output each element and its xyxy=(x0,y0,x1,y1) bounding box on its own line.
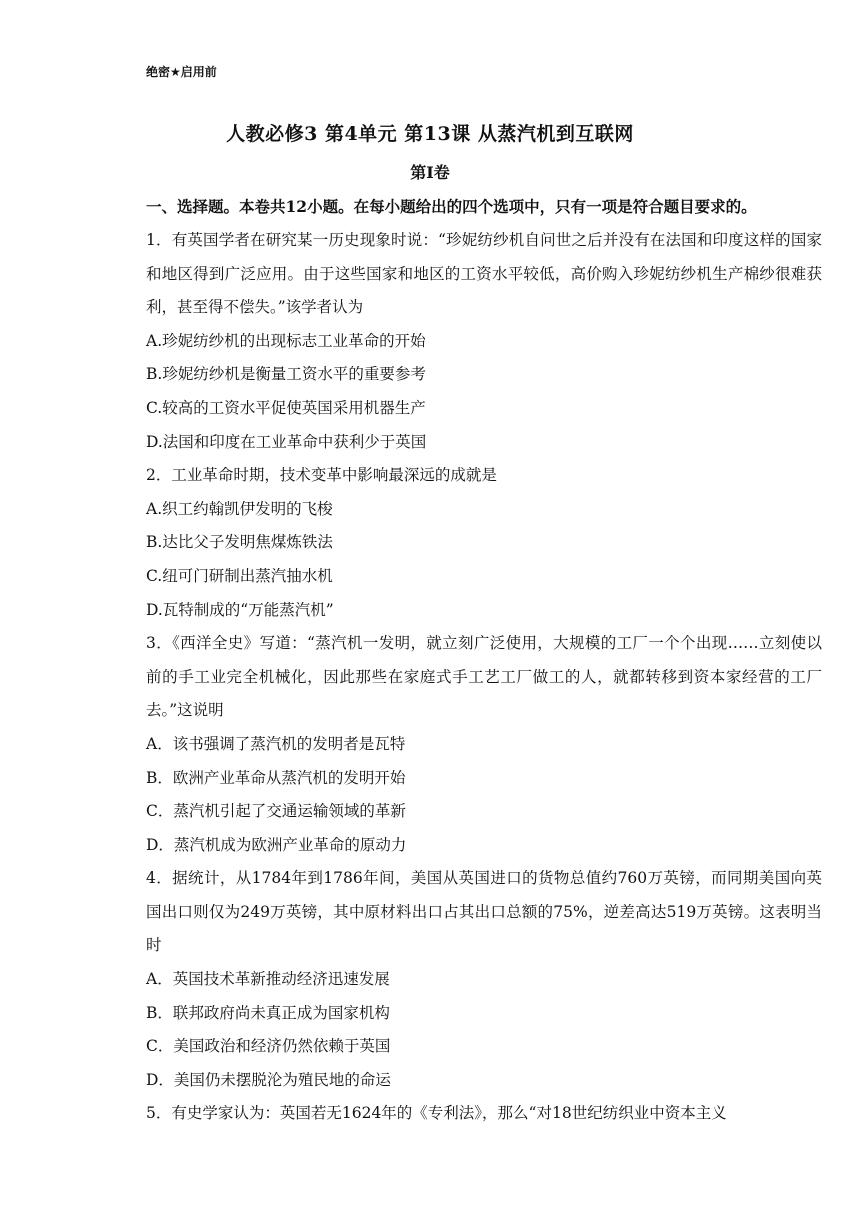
page-title: 人教必修3 第4单元 第13课 从蒸汽机到互联网 xyxy=(226,123,634,145)
question-stem: 2．工业革命时期，技术变革中影响最深远的成就是 xyxy=(146,466,497,485)
volume-label: 第Ⅰ卷 xyxy=(410,163,450,182)
question-4 xyxy=(146,862,822,1097)
option-d: D.瓦特制成的“万能蒸汽机” xyxy=(146,600,334,619)
option-b: B．欧洲产业革命从蒸汽机的发明开始 xyxy=(146,768,406,787)
option-a: A.织工约翰凯伊发明的飞梭 xyxy=(146,499,333,518)
question-1 xyxy=(146,224,822,459)
option-a: A.珍妮纺纱机的出现标志工业革命的开始 xyxy=(146,331,426,350)
option-c: C.纽可门研制出蒸汽抽水机 xyxy=(146,566,333,585)
option-c: C．蒸汽机引起了交通运输领域的革新 xyxy=(146,802,406,821)
option-b: B.达比父子发明焦煤炼铁法 xyxy=(146,533,333,552)
option-b: B.珍妮纺纱机是衡量工资水平的重要参考 xyxy=(146,365,426,384)
question-stem: 5．有史学家认为：英国若无1624年的《专利法》，那么“对18世纪纺织业中资本主义 xyxy=(146,1104,727,1123)
question-stem: 1．有英国学者在研究某一历史现象时说：“珍妮纺纱机自问世之后并没有在法国和印度这样的国家和地区得到广泛应用。由于这些国家和地区的工资水平较低，高价购入珍妮纺纱机生产棉纱很难获利，甚至得不偿失。”该学者认为 xyxy=(146,231,822,317)
question-list xyxy=(146,224,822,1131)
option-b: B．联邦政府尚未真正成为国家机构 xyxy=(146,1003,390,1022)
question-5 xyxy=(146,1097,822,1131)
option-c: C.较高的工资水平促使英国采用机器生产 xyxy=(146,398,426,417)
question-stem: 4．据统计，从1784年到1786年间，美国从英国进口的货物总值约760万英镑，而同期美国向英国出口则仅为249万英镑，其中原材料出口占其出口总额的75%，逆差高达519万英镑。这表明当时 xyxy=(146,869,822,955)
option-c: C．美国政治和经济仍然依赖于英国 xyxy=(146,1037,391,1056)
question-2 xyxy=(146,459,822,627)
question-3 xyxy=(146,627,822,862)
question-stem: 3．《西洋全史》写道：“蒸汽机一发明，就立刻广泛使用，大规模的工厂一个个出现……立刻使以前的手工业完全机械化，因此那些在家庭式手工艺工厂做工的人，就都转移到资本家经营的工厂去。”这说明 xyxy=(146,634,822,720)
option-d: D.法国和印度在工业革命中获利少于英国 xyxy=(146,432,427,451)
section-heading: 一、选择题。本卷共12小题。在每小题给出的四个选项中，只有一项是符合题目要求的。 xyxy=(146,197,757,216)
option-d: D．蒸汽机成为欧洲产业革命的原动力 xyxy=(146,835,407,854)
option-a: A．英国技术革新推动经济迅速发展 xyxy=(146,970,390,989)
secret-label: 绝密★启用前 xyxy=(146,65,217,79)
option-a: A．该书强调了蒸汽机的发明者是瓦特 xyxy=(146,734,406,753)
option-d: D．美国仍未摆脱沦为殖民地的命运 xyxy=(146,1070,391,1089)
